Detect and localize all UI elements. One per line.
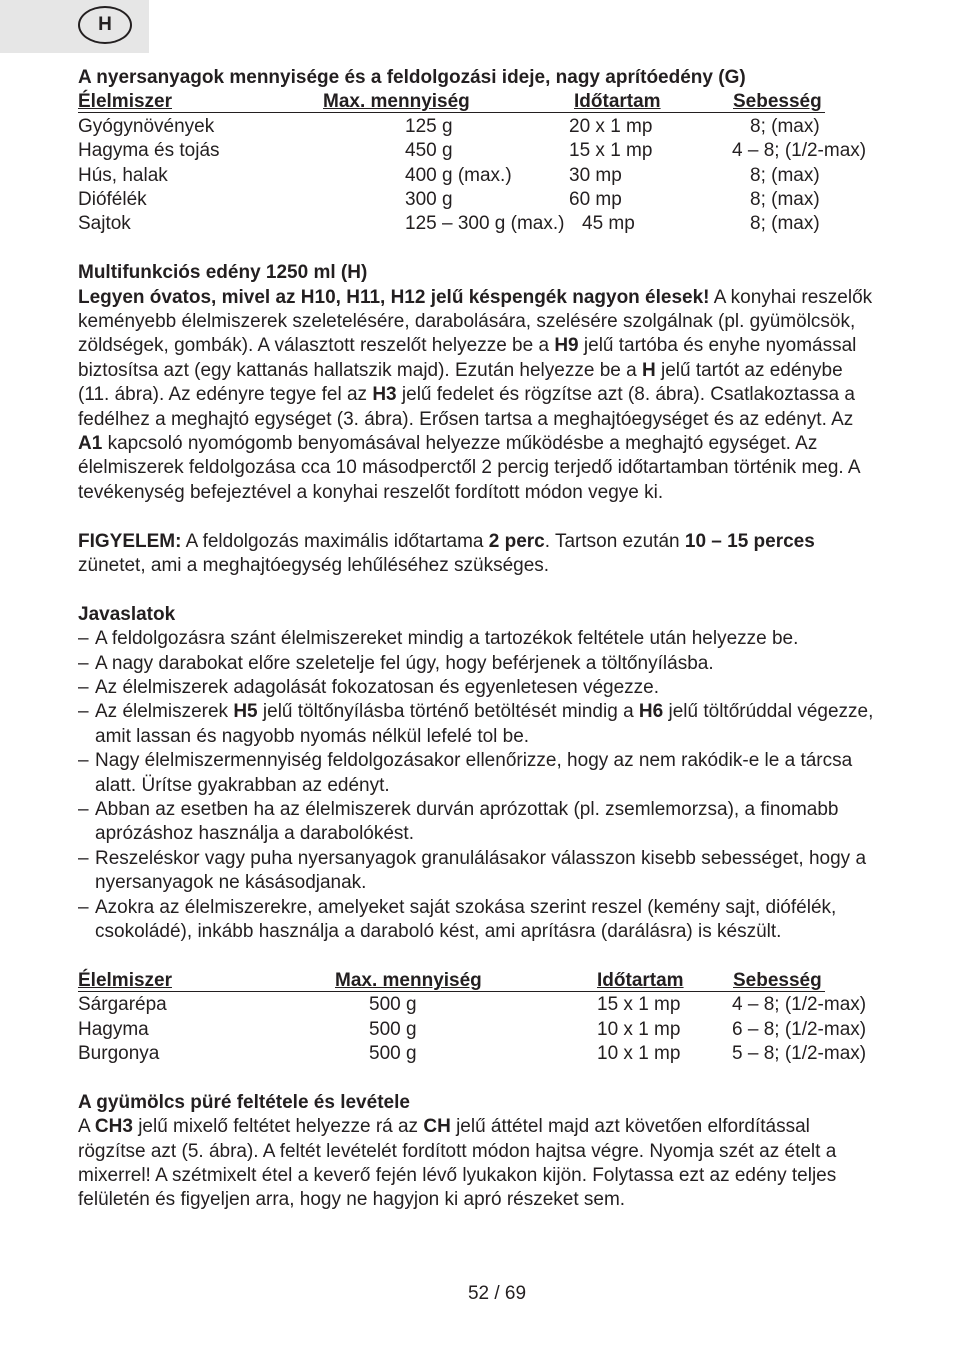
puree-title: A gyümölcs püré feltétele és levétele	[78, 1091, 410, 1113]
table2-header-time: Időtartam	[597, 969, 684, 991]
table-cell: 300 g	[405, 188, 453, 210]
table2-header-row	[78, 969, 878, 993]
notice-paragraph: FIGYELEM: A feldolgozás maximális időtartama 2 perc. Tartson ezután 10 – 15 perces zünetet, ami a meghajtóegység lehűléséhez szükséges.	[78, 530, 815, 576]
table-cell: Hús, halak	[78, 164, 168, 186]
puree-body: A CH3 jelű mixelő feltétet helyezze rá az CH jelű áttétel majd azt követően elfordítással rögzítse azt (5. ábra). A feltét levételét fordított módon hajtsa végre. Nyomja szét az ételt a mixerrel! A szétmixelt étel a keverő fején lévő lyukakon kijön. Folytassa ezt az edény teljes felületén és figyeljen arra, hogy ne hagyjon ki apró részeket sem.	[78, 1116, 837, 1211]
table-cell: 4 – 8; (1/2-max)	[732, 140, 867, 162]
table2-header-food: Élelmiszer	[78, 969, 172, 991]
table-cell: 125 – 300 g (max.)	[405, 213, 565, 235]
table-cell: 15 x 1 mp	[569, 140, 653, 162]
tips-list	[78, 627, 878, 944]
table-cell: Gyógynövények	[78, 115, 215, 137]
table2	[78, 969, 878, 1067]
table-cell: 500 g	[369, 1018, 417, 1040]
table-cell: Sárgarépa	[78, 994, 167, 1016]
table-cell: 8; (max)	[750, 115, 820, 137]
table-cell: Diófélék	[78, 188, 147, 210]
table1-header-time: Időtartam	[574, 91, 661, 113]
page-content	[78, 66, 878, 1213]
table-row	[78, 1042, 878, 1066]
table1-header-speed: Sebesség	[733, 91, 822, 113]
table-cell: 5 – 8; (1/2-max)	[732, 1043, 867, 1065]
table-cell: 400 g (max.)	[405, 164, 512, 186]
list-item: – Az élelmiszerek adagolását fokozatosan és egyenletesen végezze.	[78, 676, 878, 700]
table-cell: 500 g	[369, 1043, 417, 1065]
list-item: – A nagy darabokat előre szeletelje fel úgy, hogy beférjenek a töltőnyílásba.	[78, 652, 878, 676]
table-cell: Hagyma és tojás	[78, 140, 220, 162]
list-item: – Nagy élelmiszermennyiség feldolgozásakor ellenőrizze, hogy az nem rakódik-e le a tárcsa alatt. Ürítse gyakrabban az edényt.	[78, 749, 878, 798]
table-cell: Burgonya	[78, 1043, 160, 1065]
table-cell: 450 g	[405, 140, 453, 162]
table-row	[78, 1018, 878, 1042]
table-cell: Sajtok	[78, 213, 131, 235]
list-item: – A feldolgozásra szánt élelmiszereket mindig a tartozékok feltétele után helyezze be.	[78, 627, 878, 651]
table-row	[78, 115, 878, 139]
table-cell: Hagyma	[78, 1018, 149, 1040]
tips-title: Javaslatok	[78, 603, 176, 625]
table-row	[78, 212, 878, 236]
table1-header-max: Max. mennyiség	[323, 91, 470, 113]
table-cell: 15 x 1 mp	[597, 994, 681, 1016]
table1-title: A nyersanyagok mennyisége és a feldolgozási ideje, nagy aprítóedény (G)	[78, 67, 746, 88]
list-item: – Abban az esetben ha az élelmiszerek durván aprózottak (pl. zsemlemorzsa), a finomabb aprózáshoz használja a darabolókést.	[78, 798, 878, 847]
table-row	[78, 164, 878, 188]
table1-header-food: Élelmiszer	[78, 91, 172, 113]
table-cell: 8; (max)	[750, 213, 820, 235]
multi-body: Legyen óvatos, mivel az H10, H11, H12 jelű késpengék nagyon élesek! A konyhai reszelők keményebb élelmiszerek szeletelésére, darabolására, szelésére szolgálnak (pl. gyümölcsök, zöldségek, gombák). A választott reszelőt helyezze be a H9 jelű tartóba és enyhe nyomással biztosítsa azt (egy kattanás hallatszik majd). Ezután helyezze be a H jelű tartót az edénybe (11. ábra). Az edényre tegye fel az H3 jelű fedelet és rögzítse azt (8. ábra). Csatlakoztassa a fedélhez a meghajtó egységet (3. ábra). Erősen tartsa a meghajtóegységet és az edényt. Az A1 kapcsoló nyomógomb benyomásával helyezze működésbe a meghajtó egységet. Az élelmiszerek feldolgozása cca 10 másodperctől 2 percig terjedő időtartamban történik meg. A tevékenység befejeztével a konyhai reszelőt fordított módon vegye ki.	[78, 286, 873, 503]
table-row	[78, 188, 878, 212]
list-item: – Reszeléskor vagy puha nyersanyagok granulálásakor válasszon kisebb sebességet, hogy a nyersanyagok ne kásásodjanak.	[78, 847, 878, 896]
table-cell: 4 – 8; (1/2-max)	[732, 994, 867, 1016]
language-badge: H	[78, 6, 132, 44]
table1-header-row	[78, 90, 878, 114]
language-tab	[0, 0, 149, 53]
table-row	[78, 993, 878, 1017]
table-cell: 30 mp	[569, 164, 622, 186]
table2-header-max: Max. mennyiség	[335, 969, 482, 991]
table1	[78, 90, 878, 236]
table-cell: 10 x 1 mp	[597, 1043, 681, 1065]
table-cell: 6 – 8; (1/2-max)	[732, 1018, 867, 1040]
table-cell: 45 mp	[582, 213, 635, 235]
page-number: 52 / 69	[467, 1283, 527, 1304]
table-cell: 8; (max)	[750, 164, 820, 186]
table-row	[78, 139, 878, 163]
table-cell: 500 g	[369, 994, 417, 1016]
list-item: – Az élelmiszerek H5 jelű töltőnyílásba történő betöltését mindig a H6 jelű töltőrúddal végezze, amit lassan és nagyobb nyomás nélkül lefelé tol be.	[78, 700, 878, 749]
multi-title: Multifunkciós edény 1250 ml (H)	[78, 262, 368, 284]
list-item: – Azokra az élelmiszerekre, amelyeket saját szokása szerint reszel (kemény sajt, diófélék, csokoládé), inkább használja a daraboló kést, ami aprításra (darálásra) is készült.	[78, 896, 878, 945]
table-cell: 60 mp	[569, 188, 622, 210]
table-cell: 10 x 1 mp	[597, 1018, 681, 1040]
table2-header-rule	[78, 991, 825, 992]
table-cell: 20 x 1 mp	[569, 115, 653, 137]
table1-header-rule	[78, 112, 825, 113]
table2-header-speed: Sebesség	[733, 969, 822, 991]
table-cell: 125 g	[405, 115, 453, 137]
table-cell: 8; (max)	[750, 188, 820, 210]
